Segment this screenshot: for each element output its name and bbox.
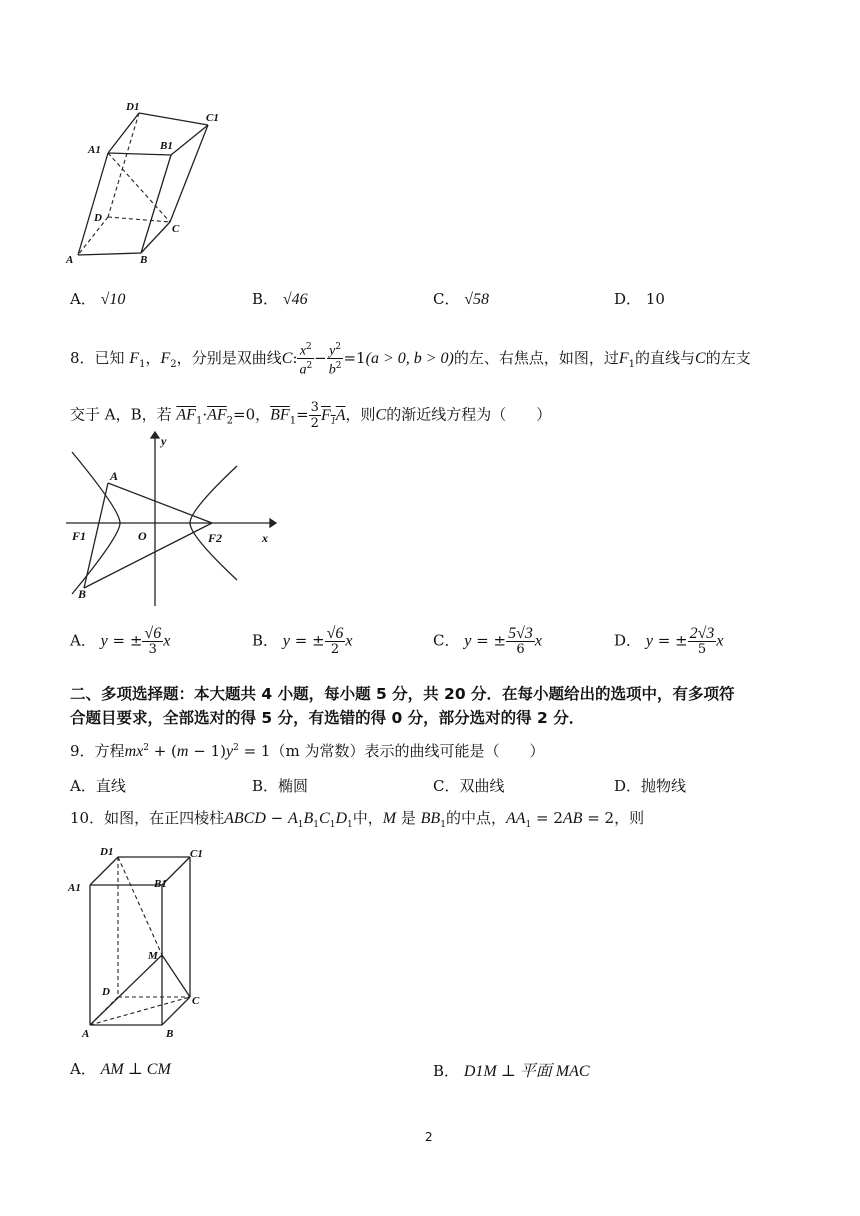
q9-option-c [433, 775, 505, 796]
q10-number: 10． [70, 809, 105, 827]
q10-mid2: 是 [400, 809, 416, 827]
q7-label-c: C [172, 223, 180, 235]
q7-option-d-letter: D． [614, 290, 642, 308]
q8-option-a-den: 3 [148, 642, 157, 657]
q8-option-b-den: 2 [330, 642, 340, 657]
page-number: 2 [425, 1130, 433, 1144]
q8-line1-cond: (a > 0, b > 0) [365, 349, 454, 367]
q7-option-a-value: √10 [100, 291, 126, 308]
q7-label-b1: B1 [160, 140, 173, 152]
q10-option-a-value: AM ⊥ CM [100, 1061, 171, 1078]
q9-suffix: （m 为常数）表示的曲线可能是（ ） [270, 742, 545, 760]
q7-option-b-value: √46 [282, 291, 308, 308]
q8-option-d-den: 5 [697, 642, 707, 657]
q7-option-c-letter: C． [433, 290, 460, 308]
q10-option-b-value: D1M ⊥ 平面 MAC [463, 1063, 590, 1080]
q10-label-a: A [82, 1028, 90, 1040]
q9-option-c-value: 双曲线 [459, 777, 505, 795]
q10-label-c1: C1 [190, 848, 203, 860]
q8-option-b-letter: B． [252, 631, 279, 650]
q9-option-b-value: 椭圆 [278, 777, 309, 795]
q8-option-c-letter: C． [433, 631, 460, 650]
q8-line1: 8．已知 $F_1$，$F_2$，分别是双曲线C: $\frac{x^2}{a^2}$ − $\frac{y^2}{b^2}$ =1(a > 0, b > 0)的左、右焦点，如图，过$F_1$的直线与C的左支 [70, 342, 751, 378]
q9-prefix: 方程 [94, 742, 125, 760]
q8-option-b-num: √6 [326, 625, 344, 642]
q8-line2: 交于 A，B，若 $\overline{AF}_1\cdot\overline{AF}_2=0$，$\overline{BF}_1=$ $\frac{3}{2}$ $F_1A$，则C的渐近线方程为（ ） [70, 400, 552, 431]
q10-option-b [433, 1058, 590, 1081]
q9-number: 9． [70, 742, 95, 760]
q8-line1-end: 的直线与 [635, 348, 696, 367]
q10-mid3: 的中点， [445, 809, 506, 827]
q8-label-y: y [161, 434, 167, 448]
q8-option-d-letter: D． [614, 631, 642, 650]
section2-heading-line1: 二、多项选择题：本大题共 4 小题，每小题 5 分，共 20 分．在每小题给出的选项中，有多项符 [70, 685, 735, 703]
q10-label-d: D [102, 986, 110, 998]
q10-mid1: 中， [352, 809, 383, 827]
q8-line2-suffix: 的渐近线方程为（ ） [386, 405, 552, 424]
q8-line2-mid: ，则 [345, 405, 376, 424]
q8-figure [62, 430, 282, 610]
q8-label-x: x [262, 531, 268, 545]
q8-option-d: D． y = ± $\frac{2√3}{5}$ x [614, 625, 724, 657]
q7-label-d: D [94, 212, 102, 224]
q10-label-b: B [166, 1028, 174, 1040]
q7-label-b: B [140, 254, 148, 266]
q8-line1-mid: 分别是双曲线 [191, 348, 282, 367]
q8-number: 8． [70, 348, 95, 367]
q7-figure [60, 95, 230, 270]
q7-label-c1: C1 [206, 112, 219, 124]
q10-label-c: C [192, 995, 200, 1007]
q8-option-c: C． y = ± $\frac{5√3}{6}$ x [433, 625, 542, 657]
q7-option-b [252, 288, 308, 309]
q10-figure [62, 843, 222, 1043]
q8-option-c-num: 5√3 [508, 625, 533, 642]
q8-label-f1: F1 [72, 529, 87, 543]
q10-label-a1: A1 [68, 882, 81, 894]
q7-option-d [614, 288, 665, 309]
q8-line1-suffix: 的左、右焦点，如图，过 [453, 348, 619, 367]
q10-stem: 10．如图，在正四棱柱ABCD − $A_1B_1C_1D_1$中，M 是 $BB_1$的中点，$AA_1 = 2AB = 2$，则 [70, 809, 645, 830]
q8-line1-tail: 的左支 [705, 348, 751, 367]
q8-label-f2: F2 [208, 531, 223, 545]
q9-option-b-letter: B． [252, 777, 279, 795]
q9-option-d-letter: D． [614, 777, 642, 795]
q10-prefix: 如图，在正四棱柱 [104, 809, 225, 827]
q10-label-m: M [148, 950, 158, 962]
q10-option-a [70, 1058, 171, 1079]
q8-line1-prefix: 已知 [94, 348, 125, 367]
q9-option-d-value: 抛物线 [641, 777, 687, 795]
q9-stem: 9．方程$mx^2 + (m - 1)y^2 = 1(m$ 为常数）表示的曲线可能是（ ） [70, 742, 545, 760]
q9-option-c-letter: C． [433, 777, 460, 795]
section2-heading-line2: 合题目要求，全部选对的得 5 分，有选错的得 0 分，部分选对的得 2 分． [70, 709, 585, 727]
q7-option-a [70, 288, 125, 309]
q10-label-b1: B1 [154, 878, 167, 890]
q8-label-o: O [138, 529, 147, 543]
q9-option-b [252, 775, 308, 796]
q8-option-a-num: √6 [144, 625, 162, 642]
q10-suffix: ，则 [614, 809, 645, 827]
q9-option-d [614, 775, 686, 796]
q8-label-a: A [110, 469, 119, 483]
q8-option-a-letter: A． [70, 631, 96, 650]
q7-option-a-letter: A． [70, 290, 96, 308]
q7-option-c-value: √58 [464, 291, 490, 308]
q7-label-d1: D1 [126, 101, 140, 113]
q8-line2-prefix: 交于 A，B，若 [70, 405, 172, 424]
q10-label-d1: D1 [100, 846, 114, 858]
q7-option-d-value: 10 [645, 290, 665, 308]
q8-option-d-num: 2√3 [689, 625, 715, 642]
q7-option-c [433, 288, 489, 309]
q8-option-b: B． y = ± $\frac{√6}{2}$ x [252, 625, 353, 657]
q9-option-a [70, 775, 126, 796]
q9-option-a-letter: A． [70, 777, 96, 795]
q9-option-a-value: 直线 [95, 777, 126, 795]
q10-option-a-letter: A． [70, 1060, 96, 1078]
q8-option-a: A． y = ± $\frac{√6}{3}$ x [70, 625, 171, 657]
q8-label-b: B [78, 587, 87, 601]
q7-label-a1: A1 [88, 144, 101, 156]
q10-option-b-letter: B． [433, 1062, 460, 1080]
q7-label-a: A [66, 254, 74, 266]
q7-option-b-letter: B． [252, 290, 279, 308]
q8-option-c-den: 6 [516, 642, 525, 657]
